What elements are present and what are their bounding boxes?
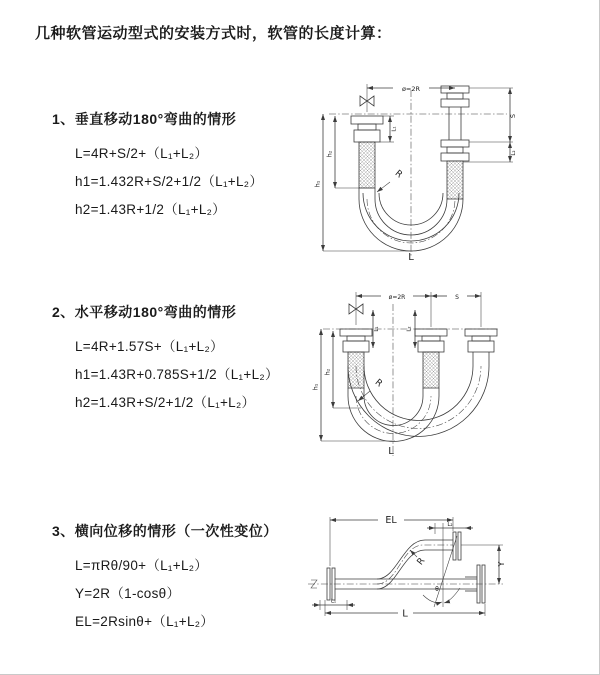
- section-lateral-displacement: [52, 521, 278, 636]
- dim-label-l1: L₁: [330, 598, 337, 605]
- dim-label-l2: L₂: [406, 326, 413, 332]
- formula-h1: h1=1.43R+0.785S+1/2（L₁+L₂）: [75, 367, 279, 382]
- formula-h1: h1=1.432R+S/2+1/2（L₁+L₂）: [75, 174, 264, 189]
- section-horizontal-180: [52, 302, 279, 417]
- dim-label-y: Y: [497, 561, 506, 567]
- dim-label-s: S: [509, 113, 517, 119]
- radius-label: R: [372, 377, 384, 390]
- dim-label-h2: h₂: [325, 150, 334, 158]
- dim-span-l1: [312, 599, 355, 611]
- dim-label-h1: h₁: [313, 180, 322, 188]
- section-2-heading: 2、水平移动180°弯曲的情形: [52, 304, 237, 320]
- radius-callout: [377, 169, 404, 192]
- dim-label-h2: h₂: [323, 368, 332, 376]
- dim-label-l2: L₂: [447, 522, 453, 528]
- dim-span-l1: [373, 310, 380, 348]
- dim-label-l1: L₁: [374, 326, 380, 332]
- length-label: L: [408, 252, 414, 263]
- flange-left-fixed: [340, 329, 372, 388]
- angle-label: θ: [435, 586, 439, 593]
- radius-callout: [410, 550, 427, 567]
- dim-span-top: [356, 292, 481, 327]
- diagram-lateral-displacement: [303, 509, 600, 659]
- centerlines: [329, 90, 507, 256]
- formula-el: EL=2Rsinθ+（L₁+L₂）: [75, 614, 215, 629]
- section-3-formulas: [75, 552, 278, 636]
- dim-label-h1: h₁: [311, 383, 320, 391]
- flange-right-moved-position: [465, 329, 497, 366]
- dim-label-s: S: [455, 294, 459, 301]
- dim-label-el: EL: [385, 515, 397, 526]
- diagram-vertical-180-bend: [315, 76, 580, 263]
- section-vertical-180: [52, 109, 263, 224]
- section-1-formulas: [75, 140, 263, 224]
- dim-span-el: [330, 515, 453, 566]
- section-2-formulas: [75, 333, 279, 417]
- formula-h2: h2=1.43R+S/2+1/2（L₁+L₂）: [75, 395, 256, 410]
- flange-right-moving: [441, 86, 469, 199]
- dim-label-l: L: [402, 608, 408, 620]
- page-title: 几种软管运动型式的安装方式时，软管的长度计算：: [35, 25, 392, 42]
- formula-length: L=4R+1.57S+（L₁+L₂）: [75, 339, 224, 354]
- dim-label-l1: L₁: [391, 126, 398, 132]
- formula-length: L=4R+S/2+（L₁+L₂）: [75, 146, 209, 161]
- flange-middle-position: [415, 329, 447, 388]
- dim-label-2r: ø=2R: [401, 85, 421, 93]
- dim-span-l2: [427, 522, 473, 534]
- flange-left-fixed: [351, 116, 383, 188]
- section-3-heading: 3、横向位移的情形（一次性变位）: [52, 523, 278, 539]
- angle-construction: [423, 523, 460, 607]
- dim-span-l: [325, 600, 485, 620]
- radius-label: R: [415, 556, 428, 568]
- dim-label-l2: L₂: [511, 150, 517, 156]
- hose-s-curve: [335, 540, 453, 589]
- dim-span-y: [461, 545, 506, 584]
- hose-u-loops: [348, 366, 489, 442]
- dim-span-s: [463, 88, 517, 162]
- formula-h2: h2=1.43R+1/2（L₁+L₂）: [75, 202, 226, 217]
- centerline: [308, 580, 503, 588]
- diagram-horizontal-180-bend: [311, 284, 600, 462]
- section-1-heading: 1、垂直移动180°弯曲的情形: [52, 111, 237, 127]
- dim-label-2r: ø=2R: [388, 294, 406, 301]
- radius-label: R: [392, 168, 404, 181]
- length-label: L: [388, 446, 394, 457]
- formula-length: L=πRθ/90+（L₁+L₂）: [75, 558, 209, 573]
- formula-y: Y=2R（1-cosθ）: [75, 586, 181, 601]
